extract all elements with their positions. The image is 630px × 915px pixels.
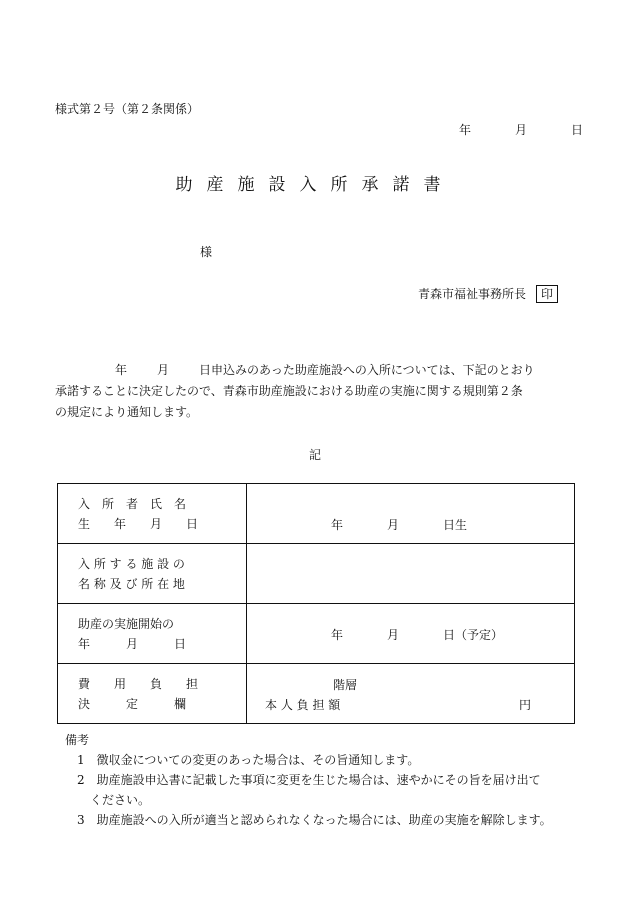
birth-year: 年 <box>331 518 344 532</box>
label-cost-burden <box>58 664 247 724</box>
self-burden-label: 本 人 負 担 額 <box>265 698 341 712</box>
form-number: 様式第２号（第２条関係） <box>55 102 200 116</box>
start-day: 日（予定） <box>443 628 504 642</box>
birth-day: 日生 <box>443 518 468 532</box>
body-year: 年 <box>115 363 128 377</box>
value-facility <box>247 544 575 604</box>
body-month: 月 <box>157 363 170 377</box>
issuer-line <box>418 285 558 303</box>
value-cost-burden <box>247 664 575 724</box>
start-year: 年 <box>331 628 344 642</box>
note-item: 1 徴収金についての変更のあった場合は、その旨通知します。 <box>77 753 420 767</box>
note-item: 3 助産施設への入所が適当と認められなくなった場合には、助産の実施を解除します。 <box>77 813 552 827</box>
birth-month: 月 <box>387 518 400 532</box>
body-line-1-rest: 日申込みのあった助産施設への入所については、下記のとおり <box>199 363 535 377</box>
note-item-continuation: ください。 <box>90 793 151 807</box>
body-line-3: の規定により通知します。 <box>55 405 199 419</box>
label-line: 名 称 及 び 所 在 地 <box>78 576 185 591</box>
notes-section <box>65 730 552 830</box>
table-row <box>58 544 575 604</box>
body-line-1 <box>55 360 580 381</box>
table-row <box>58 604 575 664</box>
value-start-date <box>247 604 575 664</box>
date-day: 日 <box>571 123 584 137</box>
notes-heading: 備考 <box>65 733 90 747</box>
document-title: 助産施設入所承諾書 <box>175 175 455 195</box>
label-line: 決 定 欄 <box>78 696 187 711</box>
date-year: 年 <box>459 123 472 137</box>
seal-mark: 印 <box>536 285 558 303</box>
body-text <box>55 360 580 423</box>
details-table <box>57 483 575 724</box>
label-facility <box>58 544 247 604</box>
addressee-suffix: 様 <box>200 245 213 259</box>
label-line: 生 年 月 日 <box>78 516 199 531</box>
ki-heading: 記 <box>308 448 321 462</box>
body-line-2: 承諾することに決定したので、青森市助産施設における助産の実施に関する規則第２条 <box>55 384 523 398</box>
value-name-birthdate <box>247 484 575 544</box>
yen-label: 円 <box>519 698 532 712</box>
label-name-birthdate <box>58 484 247 544</box>
date-line <box>459 121 583 138</box>
start-month: 月 <box>387 628 400 642</box>
label-line: 助産の実施開始の <box>78 616 175 631</box>
date-month: 月 <box>515 123 528 137</box>
issuer-name: 青森市福祉事務所長 <box>418 287 527 301</box>
label-line: 入 所 者 氏 名 <box>78 496 187 511</box>
label-line: 年 月 日 <box>78 636 187 651</box>
label-line: 入 所 す る 施 設 の <box>78 556 185 571</box>
table-row <box>58 664 575 724</box>
label-start-date <box>58 604 247 664</box>
table-row <box>58 484 575 544</box>
note-item: 2 助産施設申込書に記載した事項に変更を生じた場合は、速やかにその旨を届け出て <box>77 773 541 787</box>
label-line: 費 用 負 担 <box>78 676 199 691</box>
tier-label: 階層 <box>333 678 358 692</box>
